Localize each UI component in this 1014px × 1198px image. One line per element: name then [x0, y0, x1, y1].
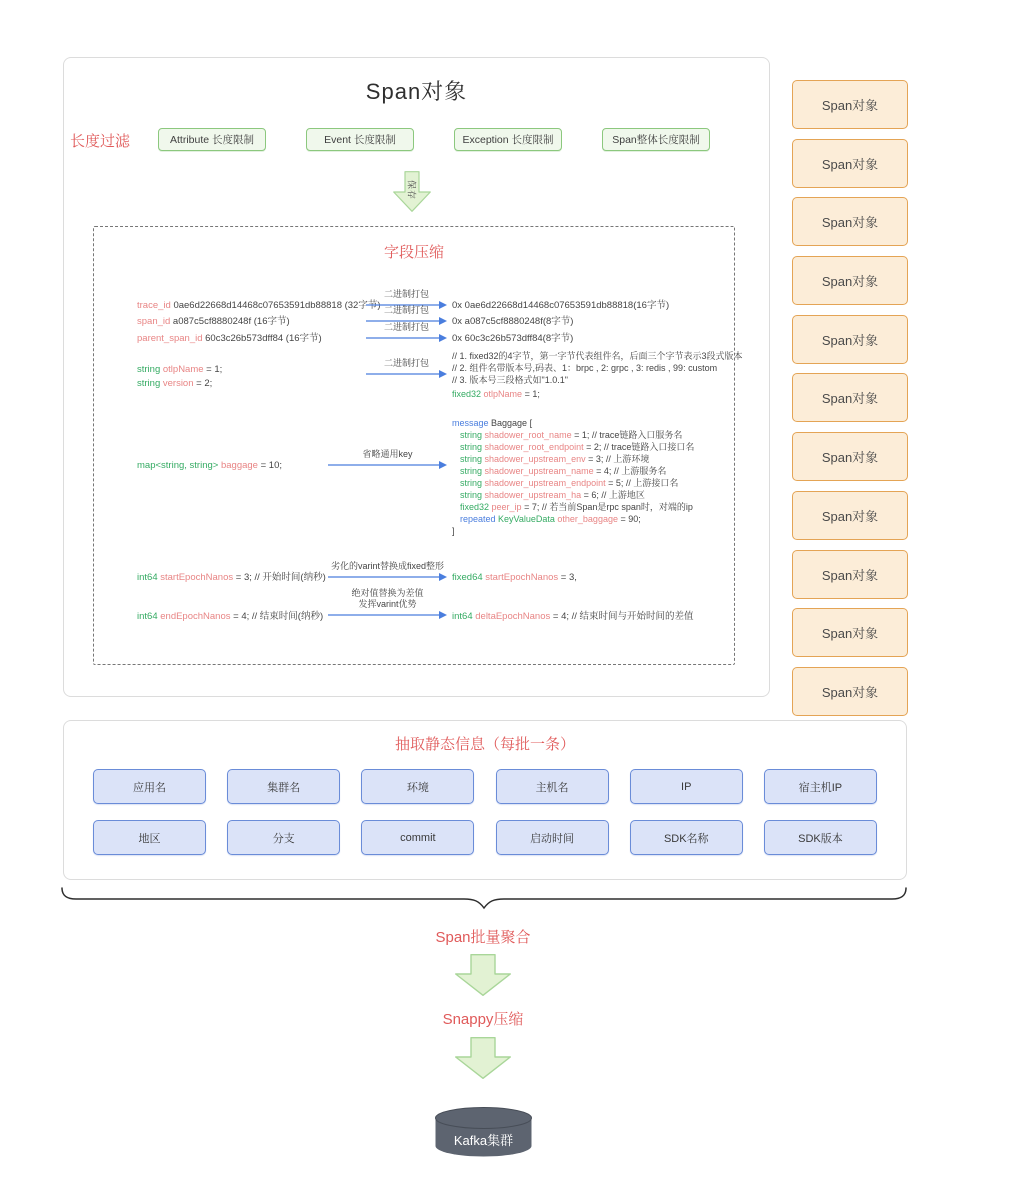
code-token: otlpName — [160, 364, 204, 375]
code-token: // 1. fixed32的4字节，第一字节代表组件名，后面三个字节表示3段式版本 — [452, 351, 743, 361]
code-line — [137, 611, 323, 622]
code-token: fixed32 — [452, 389, 482, 399]
code-token: message — [452, 418, 489, 428]
code-line — [452, 300, 669, 311]
info-box: 应用名 — [93, 769, 206, 804]
snappy-label: Snappy压缩 — [442, 1011, 524, 1028]
code-token: // 2. 组件名带版本号,码表、1：brpc , 2: grpc , 3: redis , 99: custom — [452, 363, 718, 373]
code-token: map<string, string> — [137, 460, 219, 471]
code-line — [460, 502, 693, 513]
code-token: = 3, — [558, 572, 577, 583]
code-line — [137, 316, 290, 327]
code-line — [460, 490, 645, 501]
code-token: string — [137, 364, 161, 375]
code-token: shadower_upstream_name — [482, 466, 594, 476]
code-token: shadower_root_name — [482, 430, 572, 440]
span-object-box: Span对象 — [792, 256, 908, 305]
info-box: SDK名称 — [630, 820, 743, 855]
code-line — [137, 300, 381, 311]
code-token: string — [460, 430, 483, 440]
code-token: int64 — [137, 572, 158, 583]
code-token: string — [137, 378, 161, 389]
span-object-box: Span对象 — [792, 373, 908, 422]
code-token: 0ae6d22668d14468c07653591db88818 (32字节) — [173, 300, 381, 311]
right-arrow-icon — [328, 460, 447, 470]
code-token: fixed64 — [452, 572, 483, 583]
code-token: = 90; — [617, 514, 641, 524]
code-token: deltaEpochNanos — [472, 611, 551, 622]
info-box: 地区 — [93, 820, 206, 855]
code-line — [452, 572, 577, 583]
code-token: = 10; — [257, 460, 282, 471]
flow-arrow-label: 绝对值替换为差值 — [351, 588, 424, 598]
right-arrow-icon — [366, 369, 447, 379]
code-token: string — [460, 454, 483, 464]
aggregate-label: Span批量聚合 — [435, 929, 531, 946]
code-token: = 2; // trace链路入口接口名 — [583, 442, 695, 452]
span-object-box: Span对象 — [792, 667, 908, 716]
code-token: = 1; — [203, 364, 223, 375]
code-token: string — [460, 490, 483, 500]
code-token: 0x 0ae6d22668d14468c07653591db88818(16字节) — [452, 300, 670, 311]
span-object-box: Span对象 — [792, 139, 908, 188]
code-token: other_baggage — [554, 514, 618, 524]
info-box: IP — [630, 769, 743, 804]
code-token: repeated — [460, 514, 496, 524]
right-arrow-icon — [328, 610, 447, 620]
code-token: Baggage [ — [488, 418, 533, 428]
code-line — [452, 333, 573, 344]
span-object-box: Span对象 — [792, 197, 908, 246]
code-token: string — [460, 466, 483, 476]
code-token: = 4; // 结束时间与开始时间的差值 — [550, 611, 694, 622]
span-object-box: Span对象 — [792, 608, 908, 657]
filter-button: Attribute 长度限制 — [158, 128, 266, 151]
code-token: trace_id — [137, 300, 174, 311]
code-token: peer_ip — [489, 502, 522, 512]
flow-arrow — [328, 449, 447, 470]
code-token: fixed32 — [460, 502, 490, 512]
save-arrow-label: 保存 — [406, 179, 417, 200]
compression-title: 字段压缩 — [383, 244, 444, 261]
span-object-box: Span对象 — [792, 491, 908, 540]
length-filter-label: 长度过滤 — [70, 133, 131, 150]
code-token: span_id — [137, 316, 173, 327]
code-line — [460, 442, 694, 453]
code-line — [137, 364, 222, 375]
info-box: 宿主机IP — [764, 769, 877, 804]
code-token: = 3; // 开始时间(纳秒) — [233, 572, 326, 583]
code-token: = 4; // 结束时间(纳秒) — [230, 611, 324, 622]
code-token: int64 — [137, 611, 158, 622]
static-info-title: 抽取静态信息（每批一条） — [394, 736, 575, 753]
code-line — [460, 430, 682, 441]
code-token: 0x a087c5cf8880248f(8字节) — [452, 316, 574, 327]
code-token: = 2; — [193, 378, 213, 389]
span-object-box: Span对象 — [792, 550, 908, 599]
span-object-box: Span对象 — [792, 80, 908, 129]
code-token: = 5; // 上游接口名 — [605, 478, 679, 488]
flow-arrow — [366, 358, 447, 379]
filter-button: Exception 长度限制 — [454, 128, 562, 151]
right-arrow-icon — [328, 572, 447, 582]
flow-arrow-label: 二进制打包 — [383, 305, 429, 315]
flow-arrow-label: 发挥varint优势 — [358, 599, 417, 609]
page-title: Span对象 — [365, 79, 468, 104]
code-token: version — [160, 378, 194, 389]
code-line — [460, 454, 649, 465]
code-line — [452, 351, 743, 362]
code-token: shadower_upstream_env — [482, 454, 586, 464]
code-token: = 7; // 若当前Span是rpc span时，对端的ip — [521, 502, 693, 512]
code-token: startEpochNanos — [157, 572, 234, 583]
info-box: commit — [361, 820, 474, 855]
code-line — [452, 526, 455, 537]
code-line — [460, 514, 641, 525]
code-token: = 4; // 上游服务名 — [593, 466, 667, 476]
info-box: 集群名 — [227, 769, 340, 804]
code-token: otlpName — [481, 389, 523, 399]
flow-arrow-label: 二进制打包 — [383, 358, 429, 368]
code-line — [137, 460, 282, 471]
code-line — [137, 333, 322, 344]
code-line — [452, 316, 573, 327]
info-box: 启动时间 — [496, 820, 609, 855]
info-box: 主机名 — [496, 769, 609, 804]
code-token: int64 — [452, 611, 473, 622]
code-token: // 3. 版本号三段格式如"1.0.1" — [452, 375, 568, 385]
info-box: 分支 — [227, 820, 340, 855]
code-token: string — [460, 442, 483, 452]
code-token: = 1; // trace链路入口服务名 — [571, 430, 683, 440]
code-token: string — [460, 478, 483, 488]
code-token: = 1; — [522, 389, 540, 399]
flow-arrow — [328, 561, 447, 582]
flow-arrow-label: 劣化的varint替换成fixed整形 — [330, 561, 445, 571]
code-token: KeyValueData — [495, 514, 555, 524]
code-line — [137, 572, 326, 583]
code-token: baggage — [218, 460, 258, 471]
flow-arrow-label: 省略通用key — [362, 449, 413, 459]
code-line — [452, 418, 532, 429]
span-object-box: Span对象 — [792, 315, 908, 364]
code-token: startEpochNanos — [482, 572, 559, 583]
code-token: shadower_upstream_endpoint — [482, 478, 606, 488]
kafka-label: Kafka集群 — [453, 1133, 514, 1148]
code-token: a087c5cf8880248f (16字节) — [172, 316, 290, 327]
info-box: SDK版本 — [764, 820, 877, 855]
code-token: = 3; // 上游环境 — [585, 454, 650, 464]
filter-button: Event 长度限制 — [306, 128, 414, 151]
code-line — [137, 378, 212, 389]
code-line — [452, 611, 694, 622]
flow-arrow-label: 二进制打包 — [383, 322, 429, 332]
flow-arrow — [366, 322, 447, 343]
flow-arrow — [328, 588, 447, 620]
code-line — [460, 478, 678, 489]
code-token: parent_span_id — [137, 333, 206, 344]
code-token: shadower_upstream_ha — [482, 490, 582, 500]
code-token: 60c3c26b573dff84 (16字节) — [205, 333, 322, 344]
info-box: 环境 — [361, 769, 474, 804]
flow-arrow-label: 二进制打包 — [383, 289, 429, 299]
code-line — [452, 363, 717, 374]
code-token: = 6; // 上游地区 — [581, 490, 645, 500]
right-arrow-icon — [366, 333, 447, 343]
code-line — [460, 466, 666, 477]
code-token: 0x 60c3c26b573dff84(8字节) — [452, 333, 574, 344]
span-object-box: Span对象 — [792, 432, 908, 481]
code-token: endEpochNanos — [157, 611, 231, 622]
code-token: ] — [452, 526, 455, 536]
code-token: shadower_root_endpoint — [482, 442, 584, 452]
filter-button: Span整体长度限制 — [602, 128, 710, 151]
code-line — [452, 375, 568, 386]
code-line — [452, 389, 540, 400]
